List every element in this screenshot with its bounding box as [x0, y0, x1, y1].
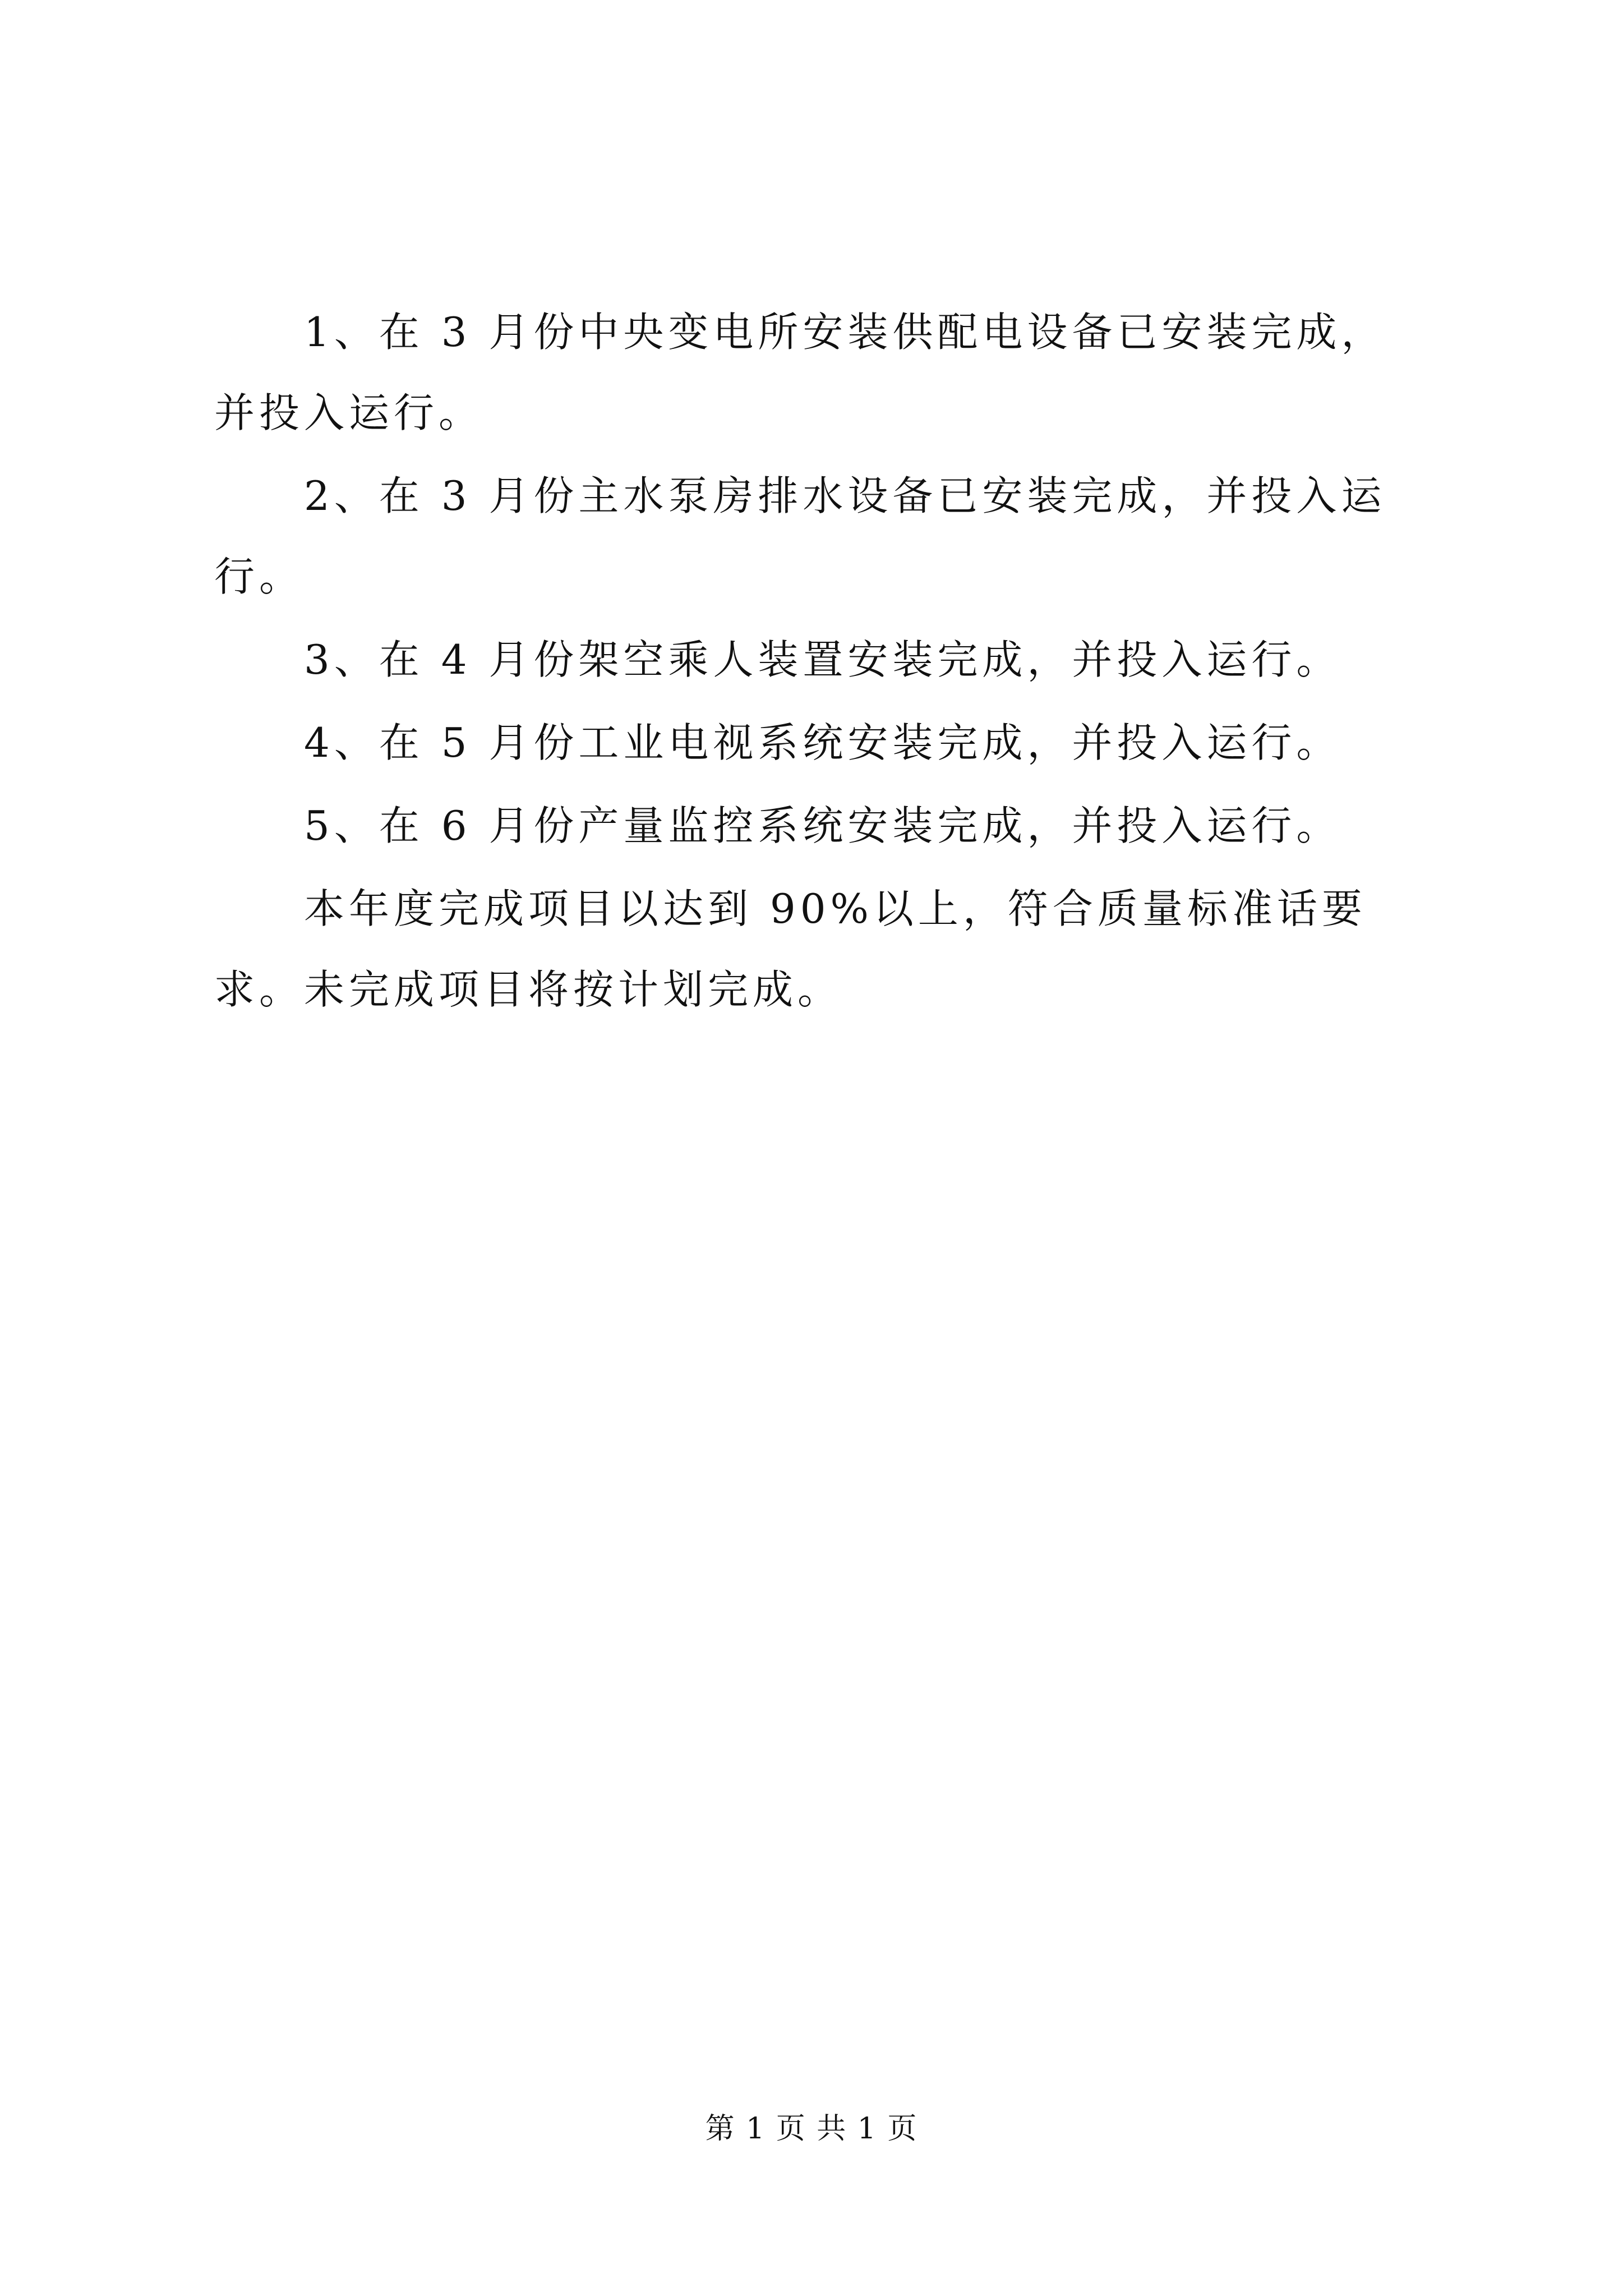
paragraph-item-2: 2、在 3 月份主水泵房排水设备已安装完成，并投入运行。	[214, 472, 1386, 600]
paragraph-item-4: 4、在 5 月份工业电视系统安装完成，并投入运行。	[304, 719, 1341, 766]
document-body	[214, 292, 1426, 1030]
paragraph-item-5: 5、在 6 月份产量监控系统安装完成，并投入运行。	[304, 802, 1341, 849]
page-number-footer: 第 1 页 共 1 页	[705, 2112, 918, 2146]
paragraph-summary: 本年度完成项目以达到 90%以上，符合质量标准话要求。未完成项目将按计划完成。	[214, 885, 1367, 1013]
paragraph-item-3: 3、在 4 月份架空乘人装置安装完成，并投入运行。	[304, 636, 1341, 683]
paragraph-item-1: 1、在 3 月份中央变电所安装供配电设备已安装完成，并投入运行。	[214, 309, 1386, 436]
